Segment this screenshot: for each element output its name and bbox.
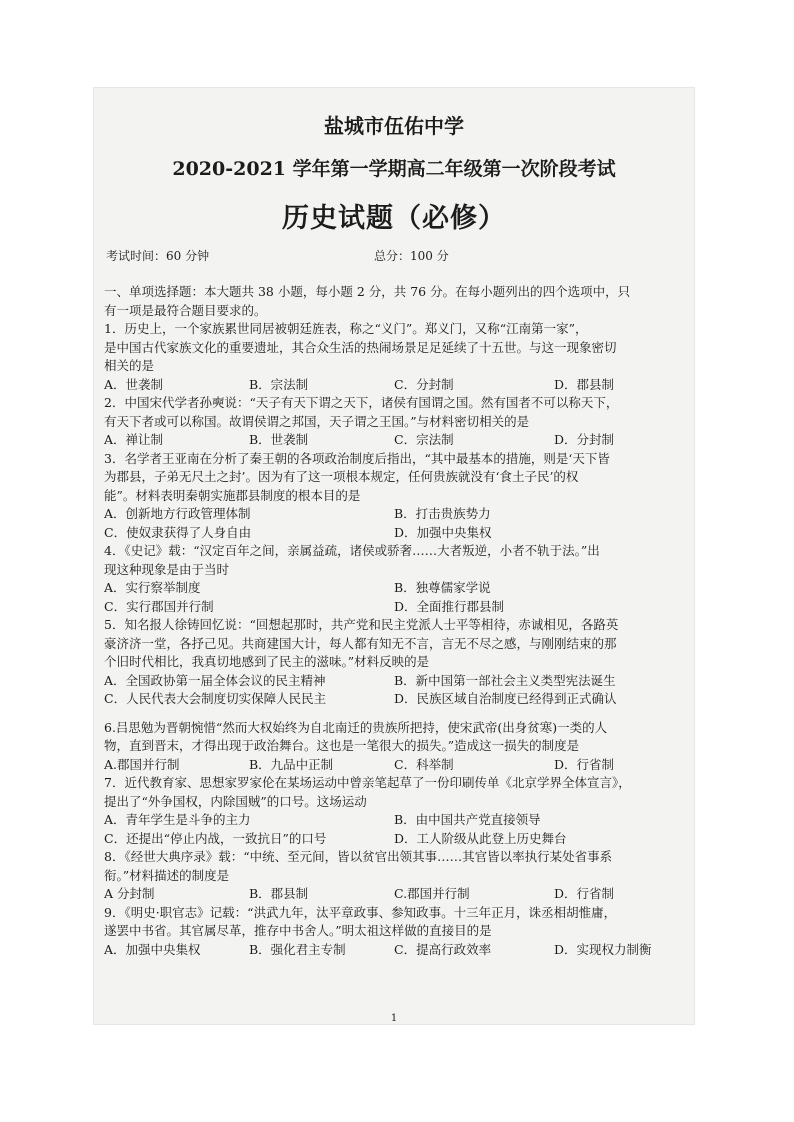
- answer-option: D．工人阶级从此登上历史舞台: [394, 830, 567, 846]
- question-gap: [104, 709, 684, 719]
- answer-option: B．九品中正制: [249, 756, 334, 772]
- answer-option: D．民族区域自治制度已经得到正式确认: [394, 691, 617, 706]
- question-stem-line: 3．名学者王亚南在分析了秦王朝的各项政治制度后指出，“其中最基本的措施，则是‘天下皆: [104, 450, 610, 466]
- answer-option: B．宗法制: [249, 376, 309, 392]
- option-row: [104, 505, 684, 524]
- answer-option: D．行省制: [554, 756, 615, 772]
- option-row: [104, 941, 684, 960]
- subject-title: 历史试题（必修）: [282, 203, 506, 234]
- exam-title: 2020-2021 学年第一学期高二年级第一次阶段考试: [172, 158, 616, 180]
- question-stem-line: 个旧时代相比，我真切地感到了民主的滋味。”材料反映的是: [104, 654, 430, 669]
- question-stem-line: 7．近代教育家、思想家罗家伦在某场运动中曾亲笔起草了一份印刷传单《北京学界全体宣言》，: [104, 775, 631, 790]
- question-item: [104, 616, 684, 709]
- school-name: 盐城市伍佑中学: [324, 114, 464, 138]
- question-item: [104, 542, 684, 616]
- question-stem-line: 豪济济一堂，各抒己见。共商建国大计，每人都有知无不言，言无不尽之感，与刚刚结束的那: [104, 635, 617, 651]
- question-stem-line: 相关的是: [104, 358, 155, 373]
- question-stem-line: 2．中国宋代学者孙奭说：“天子有天下谓之天下，诸侯有国谓之国。然有国者不可以称天下，: [104, 395, 619, 410]
- question-stem-line: 提出了“外争国权，内除国贼”的口号。这场运动: [104, 793, 367, 809]
- option-row: [104, 830, 684, 849]
- answer-option: C．实行郡国并行制: [104, 598, 214, 614]
- answer-option: C.郡国并行制: [394, 886, 470, 901]
- question-stem-line: 遂罢中书省。其官属尽革，推存中书舍人。”明太祖这样做的直接目的是: [104, 923, 492, 938]
- answer-option: B．郡县制: [249, 886, 309, 901]
- answer-option: C．宗法制: [394, 432, 454, 447]
- question-stem-line: 物，直到晋末，才得出现于政治舞台。这也是一笔很大的损失。”造成这一损失的制度是: [104, 738, 580, 753]
- answer-option: D．全面推行郡县制: [394, 598, 505, 614]
- answer-option: C．使奴隶获得了人身自由: [104, 524, 252, 540]
- option-row: [104, 524, 684, 543]
- answer-option: D．实现权力制衡: [554, 941, 652, 957]
- answer-option: C．提高行政效率: [394, 941, 492, 957]
- option-row: [104, 672, 684, 691]
- option-row: [104, 811, 684, 830]
- answer-option: D．郡县制: [554, 376, 615, 392]
- question-item: [104, 320, 684, 394]
- answer-option: C．科举制: [394, 756, 454, 772]
- answer-option: A．青年学生是斗争的主力: [104, 812, 251, 827]
- option-row: [104, 885, 684, 904]
- answer-option: B．打击贵族势力: [394, 506, 491, 521]
- answer-option: D．行省制: [554, 886, 615, 901]
- answer-option: A．全国政协第一届全体会议的民主精神: [104, 672, 326, 688]
- question-item: [104, 450, 684, 543]
- total-score: 总分：100 分: [374, 249, 449, 263]
- question-item: [104, 848, 684, 904]
- question-stem-line: 9．《明史·职官志》记载：“洪武九年，汰平章政事、参知政事。十三年正月，诛丞相胡惟庸，: [104, 904, 617, 920]
- question-stem-line: 8．《经世大典序录》载：“中统、至元间，皆以贫官出领其事……其官皆以率执行某处省事系: [104, 849, 613, 864]
- answer-option: D．分封制: [554, 432, 615, 447]
- answer-option: C．分封制: [394, 376, 454, 392]
- question-stem-line: 衔。”材料描述的制度是: [104, 867, 230, 883]
- answer-option: B．强化君主专制: [249, 941, 346, 957]
- answer-option: B．世袭制: [249, 432, 309, 447]
- question-stem-line: 能”。材料表明秦朝实施郡县制度的根本目的是: [104, 487, 361, 503]
- answer-option: D．加强中央集权: [394, 524, 492, 540]
- answer-option: A．禅让制: [104, 432, 164, 447]
- option-row: [104, 756, 684, 775]
- answer-option: B．由中国共产党直接领导: [394, 812, 541, 827]
- answer-option: B．新中国第一部社会主义类型宪法诞生: [394, 672, 616, 688]
- question-item: [104, 774, 684, 848]
- question-item: [104, 904, 684, 960]
- answer-option: B．独尊儒家学说: [394, 580, 491, 595]
- question-body: [104, 283, 684, 959]
- option-row: [104, 579, 684, 598]
- question-stem-line: 是中国古代家族文化的重要遗址，其合众生活的热闹场景足足延续了十五世。与这一现象密切: [104, 339, 617, 355]
- question-item: [104, 394, 684, 450]
- question-stem-line: 6.吕思勉为晋朝惋惜“然而大权始终为自北南迁的贵族所把持，使宋武帝(出身贫寒)一类的人: [104, 719, 608, 735]
- answer-option: C．还提出“停止内战，一致抗日”的口号: [104, 830, 327, 846]
- option-row: [104, 598, 684, 617]
- question-stem-line: 5．知名报人徐铸回忆说：“回想起那时，共产党和民主党派人士平等相待，赤诚相见，各路英: [104, 617, 619, 632]
- question-stem-line: 有天下者或可以称国。故谓侯谓之邦国，天子谓之王国。”与材料密切相关的是: [104, 413, 530, 429]
- option-row: [104, 376, 684, 395]
- answer-option: A．加强中央集权: [104, 941, 201, 957]
- answer-option: A．世袭制: [104, 376, 164, 392]
- question-stem-line: 4．《史记》载：“汉定百年之间，亲属益疏，诸侯或骄奢……大者叛逆，小者不轨于法。”出: [104, 543, 600, 558]
- answer-option: A．实行察举制度: [104, 580, 201, 595]
- exam-paper: [94, 88, 694, 1024]
- question-list: [104, 320, 684, 959]
- option-row: [104, 690, 684, 709]
- section-intro-line: 一、单项选择题：本大题共 38 小题，每小题 2 分，共 76 分。在每小题列出的四个选项中，只: [104, 284, 631, 299]
- answer-option: A.郡国并行制: [104, 756, 180, 772]
- question-item: [104, 719, 684, 775]
- question-stem-line: 1．历史上，一个家族累世同居被朝廷旌表，称之“义门”。郑义门，又称“江南第一家”，: [104, 321, 588, 336]
- question-stem-line: 现这种现象是由于当时: [104, 561, 230, 577]
- answer-option: A 分封制: [104, 886, 155, 901]
- answer-option: A．创新地方行政管理体制: [104, 506, 251, 521]
- option-row: [104, 431, 684, 450]
- page-number: 1: [390, 1013, 398, 1024]
- question-stem-line: 为郡县，子弟无尺土之封’。因为有了这一项根本规定，任何贵族就没有‘食土子民’的权: [104, 469, 579, 484]
- section-intro-line: 有一项是最符合题目要求的。: [104, 302, 267, 318]
- answer-option: C．人民代表大会制度切实保障人民民主: [104, 691, 327, 706]
- exam-time: 考试时间：60 分钟: [106, 249, 210, 263]
